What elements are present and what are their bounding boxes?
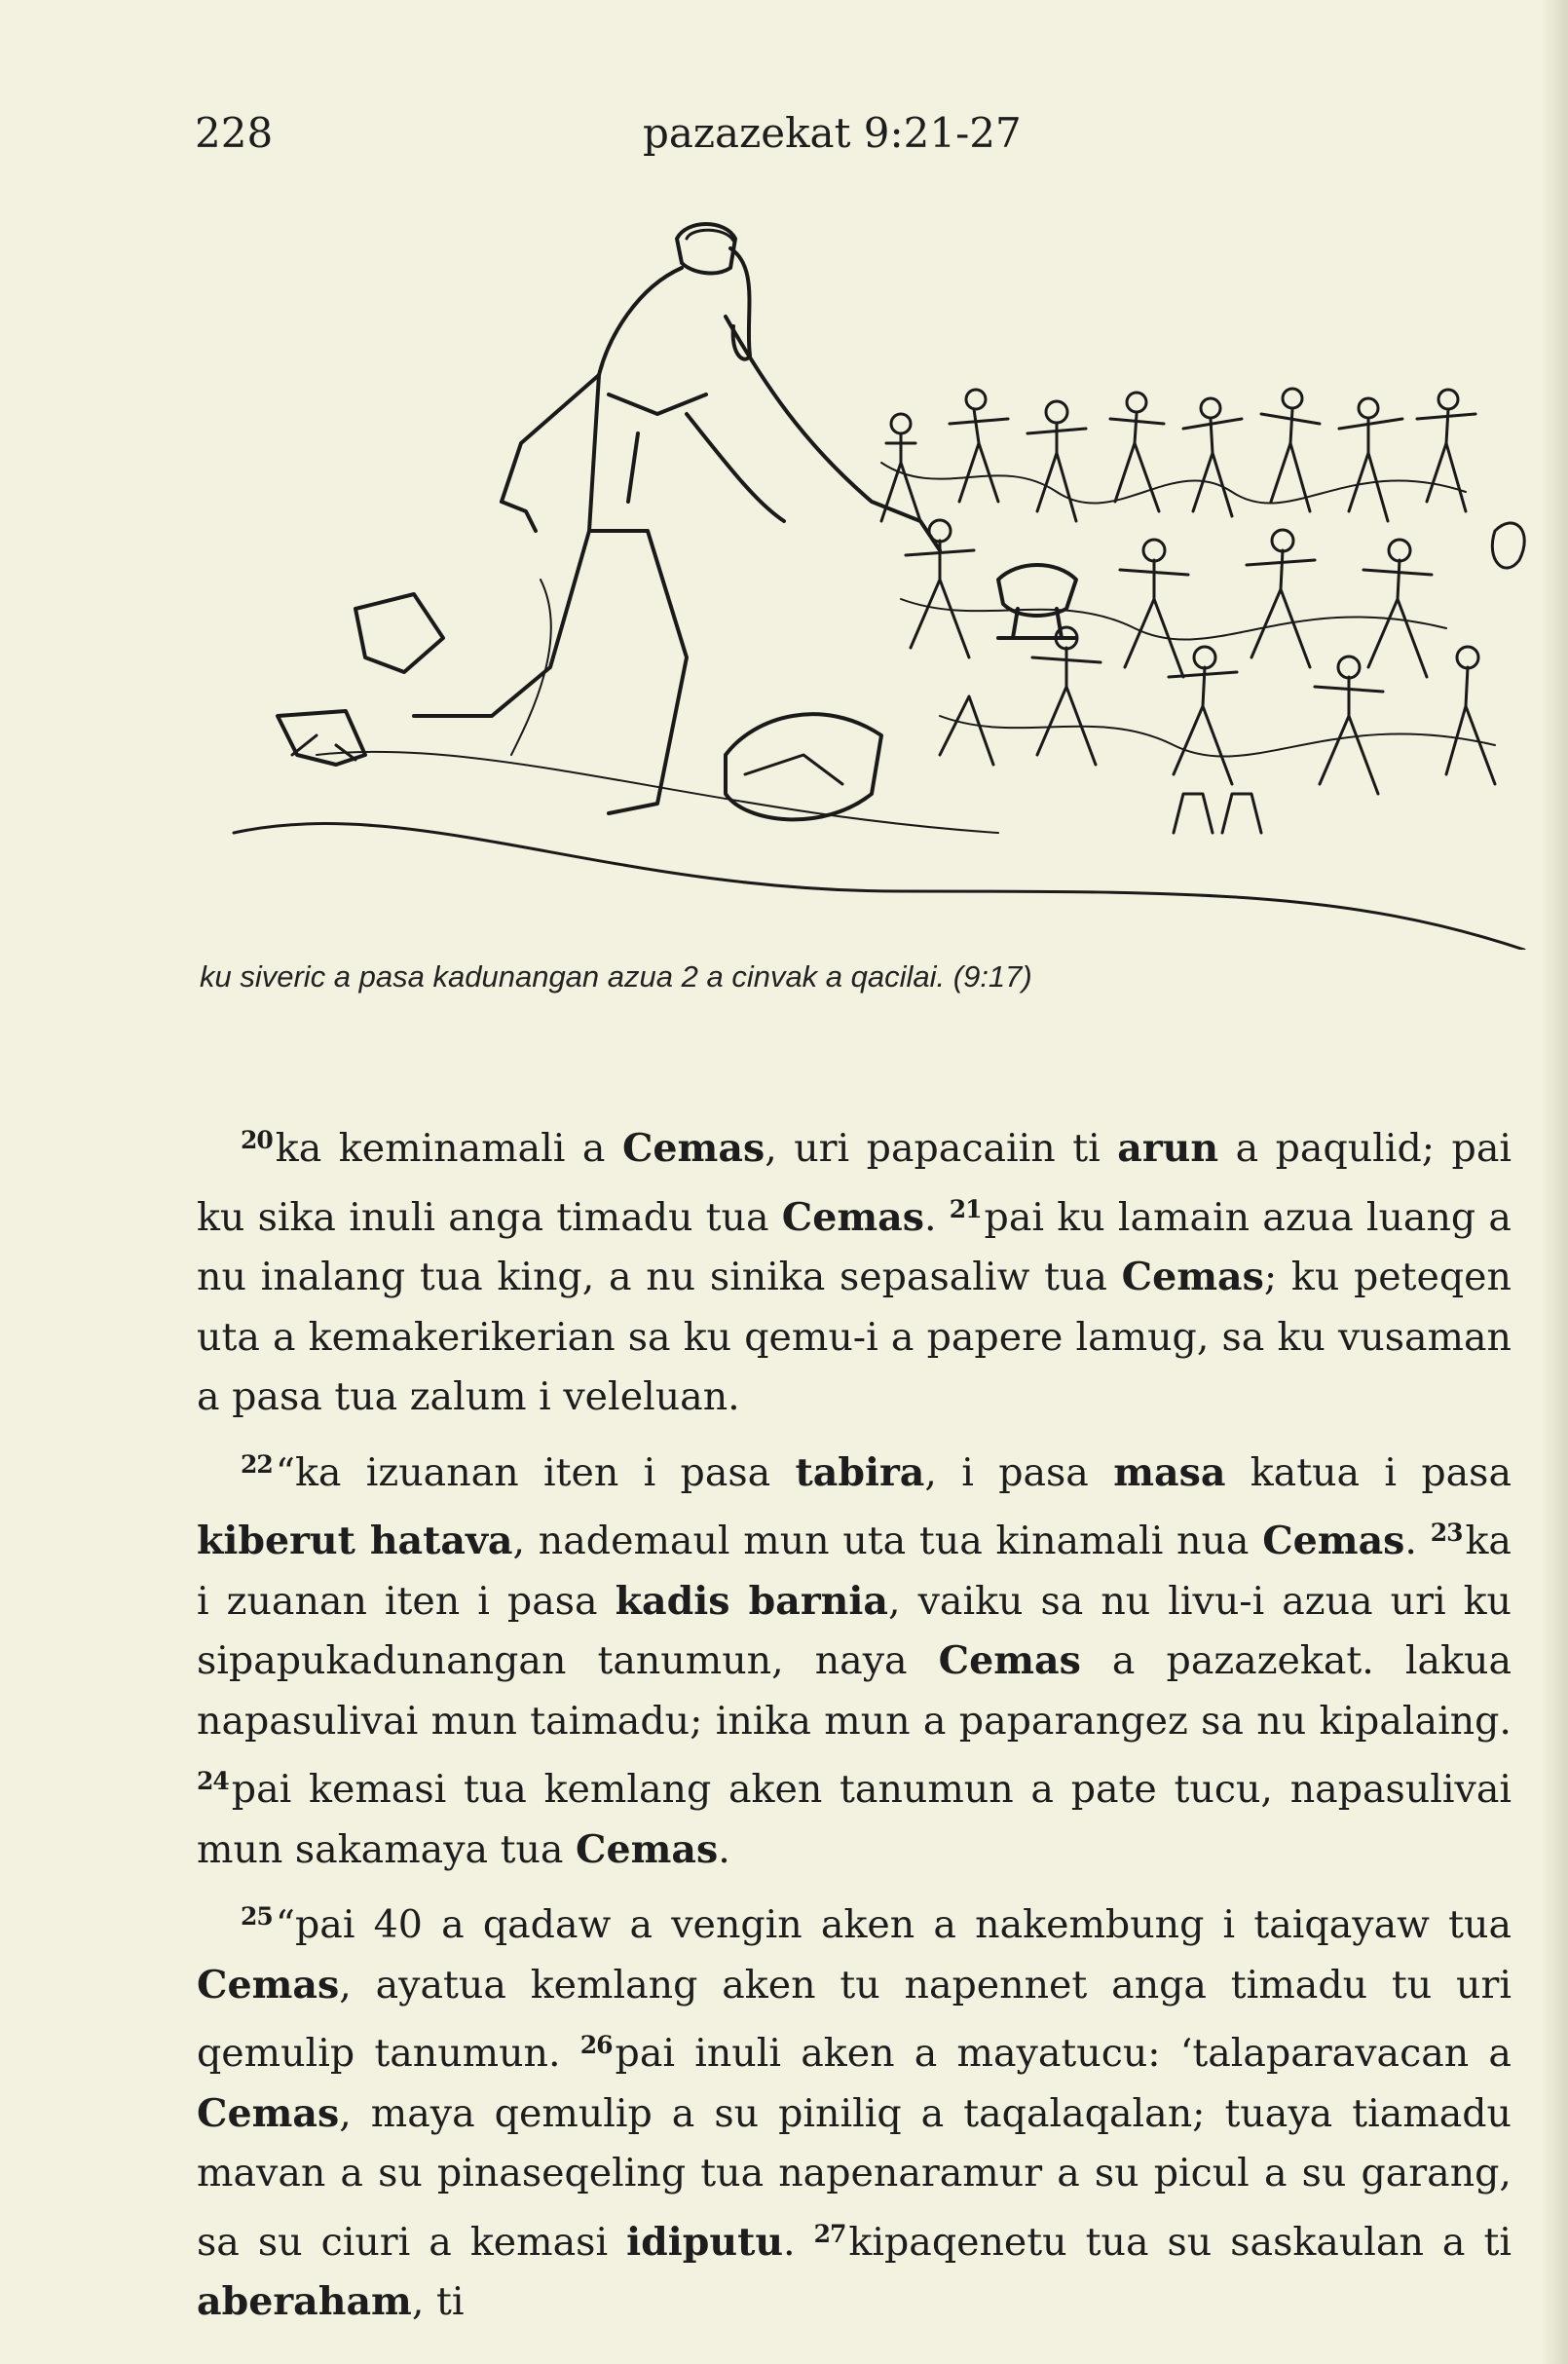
bold-term: Cemas (781, 1194, 924, 1240)
text-run: ka keminamali a (275, 1126, 622, 1171)
verse-paragraph (197, 1887, 1512, 2333)
bold-term: kiberut hatava (197, 1519, 513, 1563)
bold-term: Cemas (197, 2090, 340, 2136)
bold-term: idiputu (626, 2219, 784, 2265)
bold-term: Cemas (576, 1826, 719, 1872)
illustration (200, 209, 1534, 950)
text-run: a paqulid; pai ku sika inuli anga timadu tua (197, 1126, 1512, 1240)
page-number: 228 (195, 109, 274, 157)
text-run: kipaqenetu tua su saskaulan a ti (848, 2219, 1512, 2265)
text-run: , i pasa (924, 1449, 1114, 1495)
bold-term: Cemas (938, 1638, 1081, 1683)
text-run: . (1404, 1519, 1431, 1563)
verse-number: 23 (1430, 1519, 1463, 1547)
verse-paragraph (197, 1110, 1512, 1428)
text-run: “pai 40 a qadaw a vengin aken a nakembung i taiqayaw tua (275, 1902, 1512, 1947)
verse-number: 21 (949, 1194, 982, 1223)
text-run: a pazazekat. lakua napasulivai mun taimadu; inika mun a paparangez sa nu kipalaing. (197, 1638, 1512, 1744)
bold-term: arun (1117, 1126, 1219, 1171)
man-smashing-tablets-before-dancing-crowd-icon (200, 209, 1534, 950)
bold-term: kadis barnia (615, 1578, 888, 1624)
verse-number: 20 (241, 1126, 273, 1154)
page-header (195, 109, 1422, 177)
text-run: , ti (411, 2279, 465, 2324)
verse-number: 26 (579, 2031, 613, 2059)
text-run: , uri papacaiin ti (765, 1126, 1118, 1171)
verse-number: 25 (241, 1902, 273, 1931)
illustration-caption: ku siveric a pasa kadunangan azua 2 a cinvak a qacilai. (9:17) (200, 959, 1032, 994)
text-run: “ka izuanan iten i pasa (275, 1449, 796, 1495)
text-run: . (783, 2219, 814, 2265)
verse-number: 27 (813, 2219, 846, 2248)
running-title: pazazekat 9:21-27 (643, 109, 1022, 157)
bold-term: Cemas (1121, 1255, 1264, 1299)
scripture-body (197, 1110, 1512, 2333)
verse-number: 22 (241, 1449, 273, 1479)
text-run: , nademaul mun uta tua kinamali nua (512, 1519, 1263, 1563)
text-run: katua i pasa (1225, 1449, 1512, 1495)
verse-number: 24 (197, 1767, 229, 1795)
text-run: pai ku lamain azua luang a nu inalang tua king, a nu sinika sepasaliw tua (197, 1194, 1512, 1299)
text-run: , maya qemulip a su piniliq a taqalaqalan; tuaya tiamadu mavan a su pinaseqeling tua napenaramur a su picul a su garang, sa su ciuri a kemasi (197, 2090, 1512, 2265)
text-run: , vaiku sa nu livu-i azua uri ku sipapukadunangan tanumun, naya (197, 1578, 1512, 1683)
bold-term: Cemas (1262, 1519, 1405, 1563)
verse-paragraph (197, 1435, 1512, 1881)
bold-term: aberaham (197, 2279, 412, 2324)
bold-term: Cemas (197, 1962, 340, 2008)
page-edge-shadow (1541, 0, 1568, 2364)
bold-term: masa (1113, 1449, 1226, 1495)
text-run: ; ku peteqen uta a kemakerikerian sa ku qemu-i a papere lamug, sa ku vusaman a pasa tua zalum i veleluan. (197, 1255, 1512, 1419)
text-run: . (923, 1194, 950, 1240)
text-run: pai inuli aken a mayatucu: ‘talaparavacan a (615, 2031, 1512, 2076)
text-run: pai kemasi tua kemlang aken tanumun a pate tucu, napasulivai mun sakamaya tua (197, 1767, 1512, 1872)
text-run: . (718, 1826, 730, 1872)
text-run: , ayatua kemlang aken tu napennet anga timadu tu uri qemulip tanumun. (197, 1962, 1512, 2076)
bold-term: Cemas (621, 1126, 765, 1171)
bold-term: tabira (795, 1449, 925, 1495)
text-run: ka i zuanan iten i pasa (197, 1519, 1512, 1624)
